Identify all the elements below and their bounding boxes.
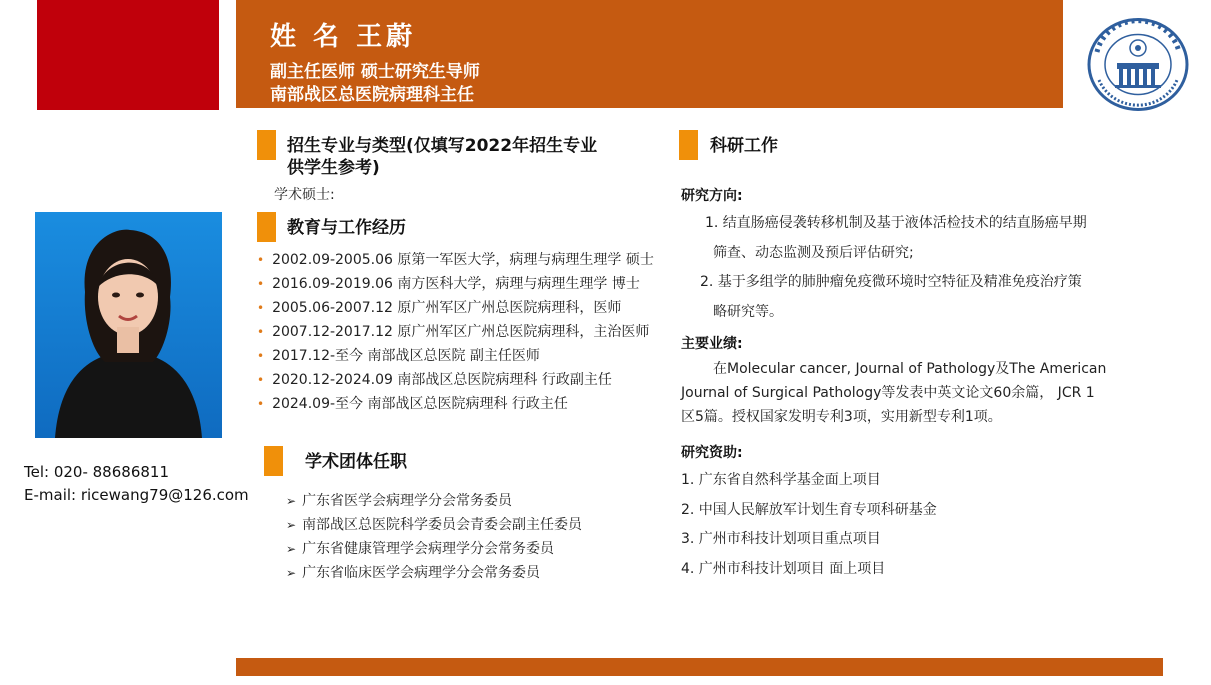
research-title: 科研工作 [710,136,778,156]
funding-label: 研究资助: [681,445,743,461]
university-logo [1087,18,1189,111]
list-item: ➢ 广东省健康管理学会病理学分会常务委员 [286,541,555,557]
section-marker [257,212,276,242]
academic-title: 学术团体任职 [305,452,407,472]
admissions-title [287,135,597,179]
funding-item: 3. 广州市科技计划项目重点项目 [681,531,881,547]
academic-list [286,489,582,585]
list-item: • 2007.12-2017.12 原广州军区广州总医院病理科，主治医师 [257,324,650,340]
admissions-title-line1: 招生专业与类型(仅填写2022年招生专业 [287,136,598,156]
education-list [257,248,654,416]
section-marker [679,130,698,160]
achievements-line3: 区5篇。授权国家发明专利3项，实用新型专利1项。 [681,409,1002,425]
person-titles: 副主任医师 硕士研究生导师 [270,62,480,82]
section-marker [264,446,283,476]
list-item: • 2017.12-至今 南部战区总医院 副主任医师 [257,348,540,364]
education-title: 教育与工作经历 [287,218,406,238]
list-item: ➢ 广东省医学会病理学分会常务委员 [286,493,513,509]
direction-1-line2: 筛查、动态监测及预后评估研究; [713,245,914,261]
list-item: • 2016.09-2019.06 南方医科大学，病理与病理生理学 博士 [257,276,640,292]
list-item: • 2024.09-至今 南部战区总医院病理科 行政主任 [257,396,568,412]
red-accent-block [37,0,219,110]
admissions-content: 学术硕士: [274,187,335,203]
person-name: 姓 名 王蔚 [270,22,417,52]
person-position: 南部战区总医院病理科主任 [270,85,474,105]
list-item: ➢ 南部战区总医院科学委员会青委会副主任委员 [286,517,583,533]
contact-phone: Tel: 020- 88686811 [24,463,169,481]
achievements-line2: Journal of Surgical Pathology等发表中英文论文60余篇， JCR 1 [681,385,1095,401]
achievements-label: 主要业绩: [681,336,743,352]
funding-item: 2. 中国人民解放军计划生育专项科研基金 [681,502,937,518]
funding-item: 4. 广州市科技计划项目 面上项目 [681,561,886,577]
list-item: • 2020.12-2024.09 南部战区总医院病理科 行政副主任 [257,372,612,388]
direction-2-line2: 略研究等。 [713,304,783,320]
section-marker [257,130,276,160]
direction-2-line1: 2. 基于多组学的肺肿瘤免疫微环境时空特征及精准免疫治疗策 [700,274,1082,290]
contact-email: E-mail: ricewang79@126.com [24,486,249,504]
list-item: • 2005.06-2007.12 原广州军区广州总医院病理科，医师 [257,300,622,316]
footer-bar [236,658,1163,676]
achievements-line1: 在Molecular cancer, Journal of Pathology及The American [713,361,1107,377]
list-item: • 2002.09-2005.06 原第一军医大学，病理与病理生理学 硕士 [257,252,654,268]
list-item: ➢ 广东省临床医学会病理学分会常务委员 [286,565,541,581]
portrait-photo [35,212,222,438]
admissions-title-line2: 供学生参考) [287,158,380,178]
direction-1-line1: 1. 结直肠癌侵袭转移机制及基于液体活检技术的结直肠癌早期 [705,215,1087,231]
directions-label: 研究方向: [681,188,743,204]
funding-item: 1. 广东省自然科学基金面上项目 [681,472,881,488]
